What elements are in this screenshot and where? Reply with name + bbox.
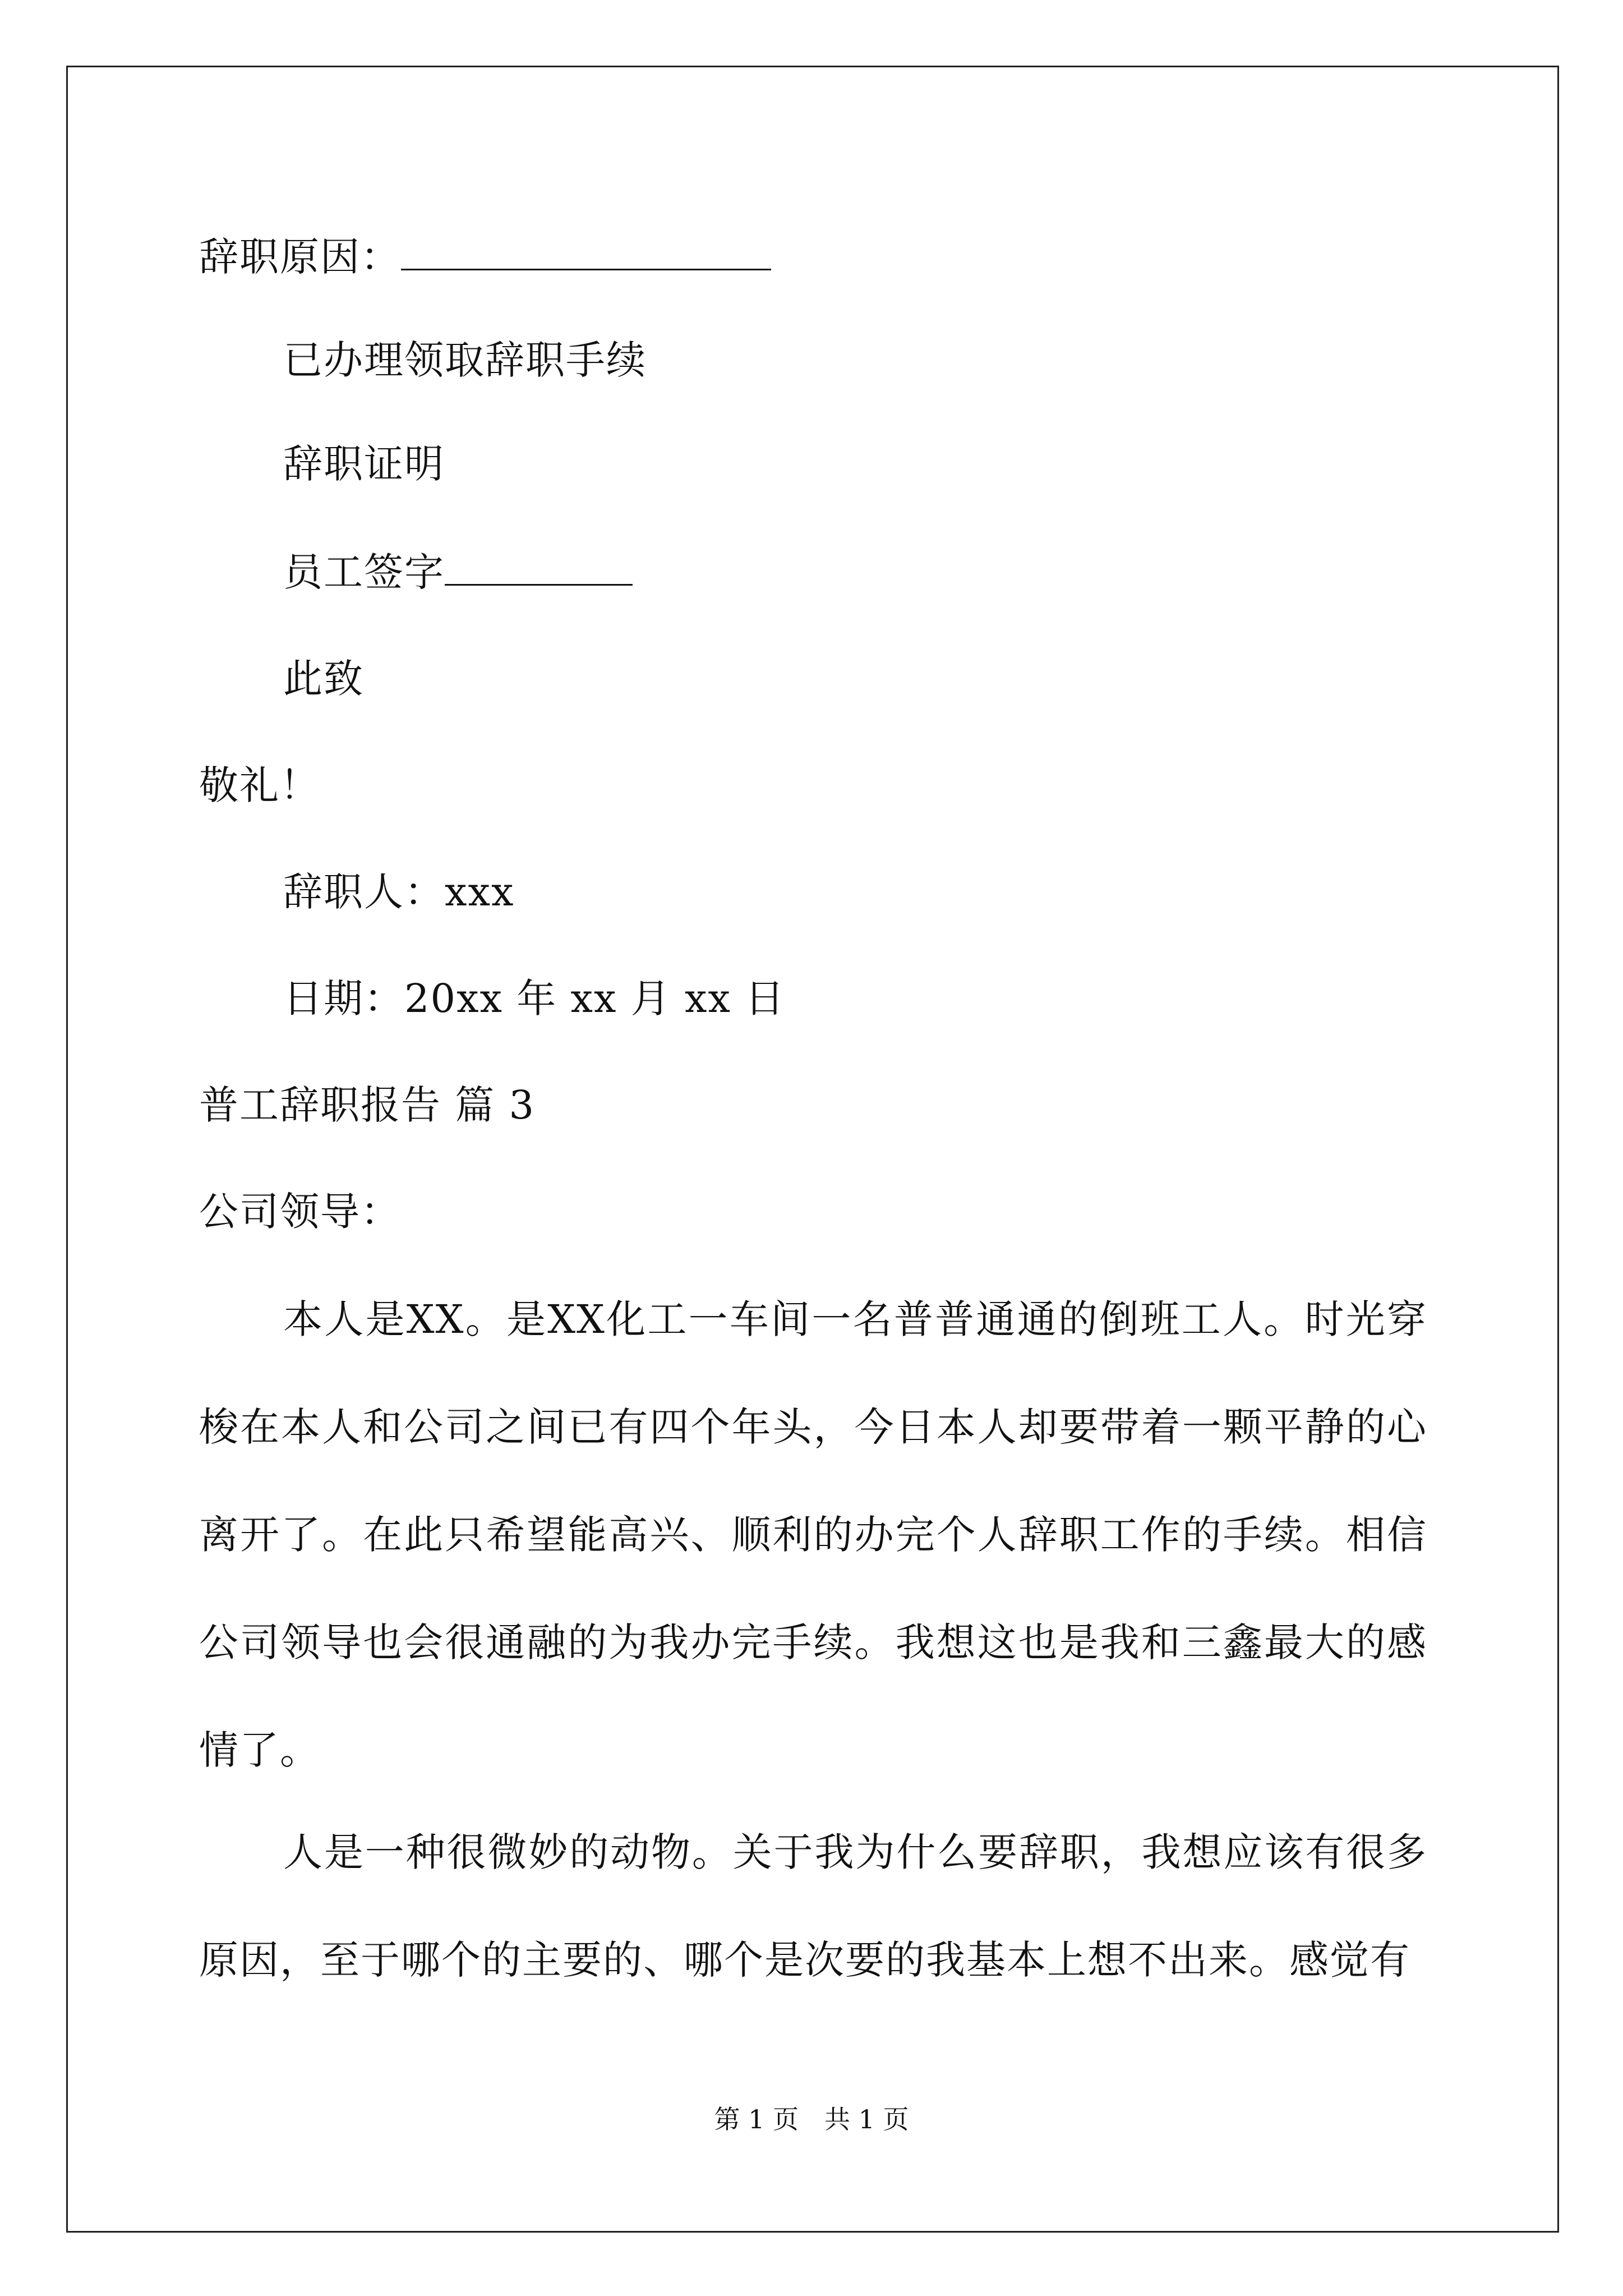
signature-label: 员工签字 (283, 549, 445, 595)
closing-line-2: 敬礼！ (199, 762, 320, 808)
date-line: 日期：20xx 年 xx 月 xx 日 (283, 976, 786, 1022)
signature-line (283, 547, 633, 597)
reason-line (199, 232, 771, 282)
page-footer: 第 1 页 共 1 页 (714, 2104, 909, 2134)
certificate-line: 辞职证明 (283, 441, 445, 487)
salutation-line: 公司领导： (199, 1189, 401, 1235)
signature-blank (445, 549, 633, 586)
reason-blank (401, 234, 771, 270)
closing-line-1: 此致 (283, 656, 364, 702)
body-paragraph-2: 人是一种很微妙的动物。关于我为什么要辞职，我想应该有很多原因，至于哪个的主要的、哪个是次要的我基本上想不出来。感觉有 (199, 1829, 1427, 1983)
reason-label: 辞职原因： (199, 234, 401, 280)
section-title: 普工辞职报告 篇 3 (199, 1082, 536, 1128)
procedure-line: 已办理领取辞职手续 (283, 337, 647, 383)
resigner-line: 辞职人：xxx (283, 869, 515, 915)
body-paragraph-1: 本人是XX。是XX化工一车间一名普普通通的倒班工人。时光穿梭在本人和公司之间已有四个年头，今日本人却要带着一颗平静的心离开了。在此只希望能高兴、顺利的办完个人辞职工作的手续。相信公司领导也会很通融的为我办完手续。我想这也是我和三鑫最大的感情了。 (199, 1296, 1427, 1773)
